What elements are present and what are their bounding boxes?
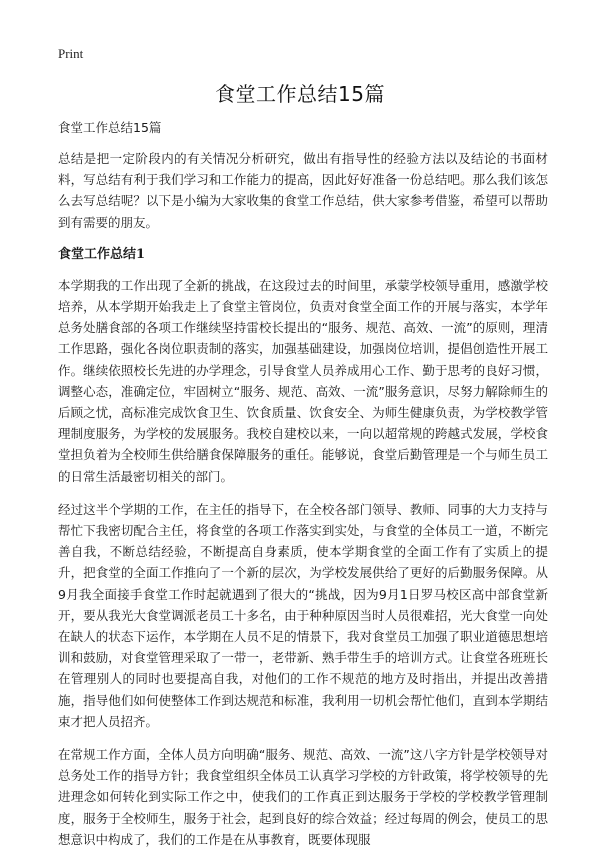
body-paragraph: 在常规工作方面，全体人员方向明确“服务、规范、高效、一流”这八字方针是学校领导对总务处工作的指导方针；我食堂组织全体员工认真学习学校的方针政策，将学校领导的先进理念如何转化到实际工作之中，使我们的工作真正到达服务于学校的学校教学管理制度，服务于全校师生，服务于社会，起到良好的综合效益；经过每周的例会，使员工的思想意识中构成了，我们的工作是在从事教育，既要体现服	[58, 747, 548, 847]
document-body	[58, 118, 548, 862]
section-heading: 食堂工作总结1	[58, 246, 146, 262]
intro-paragraph: 总结是把一定阶段内的有关情况分析研究，做出有指导性的经验方法以及结论的书面材料，写总结有利于我们学习和工作能力的提高，因此好好准备一份总结吧。那么我们该怎么去写总结呢？以下是小编为大家收集的食堂工作总结，供大家参考借鉴，希望可以帮助到有需要的朋友。	[58, 151, 548, 230]
print-button[interactable]: Print	[58, 46, 84, 61]
body-paragraph: 本学期我的工作出现了全新的挑战，在这段过去的时间里，承蒙学校领导重用，感激学校培养，从本学期开始我走上了食堂主管岗位，负责对食堂全面工作的开展与落实，本学年总务处膳食部的各项工作继续坚持雷校长提出的“服务、规范、高效、一流”的原则，理清工作思路，强化各岗位职责制的落实，加强基础建设，加强岗位培训，提倡创造性开展工作。继续依照校长先进的办学理念，引导食堂人员养成用心工作、勤于思考的良好习惯，调整心态，准确定位，牢固树立“服务、规范、高效、一流”服务意识，尽努力解除师生的后顾之忧，高标准完成饮食卫生、饮食质量、饮食安全、为师生健康负责，为学校教学管理制度服务，为学校的发展服务。我校自建校以来，一向以超常规的跨越式发展，学校食堂担负着为全校师生供给膳食保障服务的重任。能够说，食堂后勤管理是一个与师生员工的日常生活最密切相关的部门。	[58, 277, 548, 484]
page-title: 食堂工作总结15篇	[215, 82, 385, 106]
body-paragraph: 经过这半个学期的工作，在主任的指导下，在全校各部门领导、教师、同事的大力支持与帮忙下我密切配合主任，将食堂的各项工作落实到实处，与食堂的全体员工一道，不断完善自我，不断总结经验，不断提高自身素质，使本学期食堂的全面工作有了实质上的提升，把食堂的全面工作推向了一个新的层次，为学校发展供给了更好的后勤服务保障。从9月我全面接手食堂工作时起就遇到了很大的“挑战，因为9月1日罗马校区高中部食堂新开，要从我光大食堂调派老员工十多名，由于种种原因当时人员很难招，光大食堂一向处在缺人的状态下运作，本学期在人员不足的情景下，我对食堂员工加强了职业道德思想培训和鼓励，对食堂管理采取了一带一，老带新、熟手带生手的培训方式。让食堂各班班长在管理别人的同时也要提高自我，对他们的工作不规范的地方及时指出，并提出改善措施，指导他们如何使整体工作到达规范和标准，我利用一切机会帮忙他们，直到本学期结束才把人员招齐。	[58, 501, 548, 729]
document-subtitle: 食堂工作总结15篇	[58, 120, 162, 135]
